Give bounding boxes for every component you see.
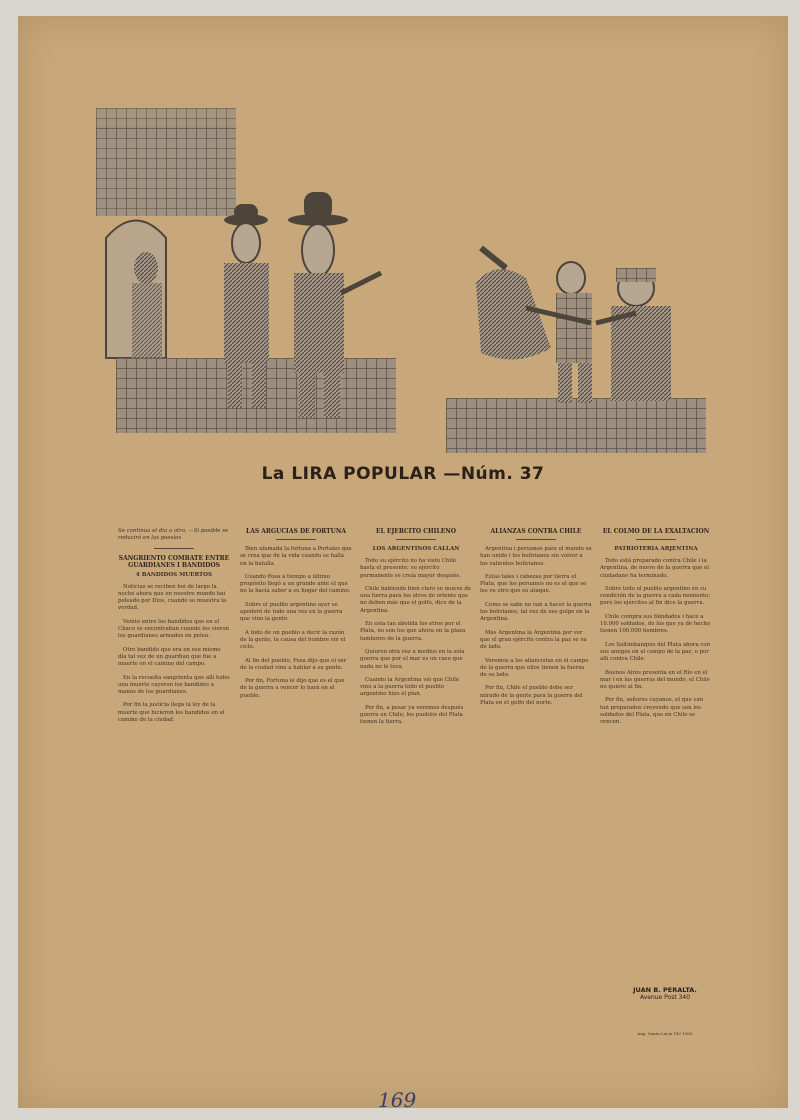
stanza: Al fin del pueblo, Fosa dijo que el ser de la ciudad vino a hablar a su gente. xyxy=(240,657,347,671)
column-subheading: 4 BANDIDOS MUERTOS xyxy=(135,571,213,578)
stanza: Bien afamada la fortuna a Portales que se crea que de la vida cuando se halla en la batalla. xyxy=(240,546,352,567)
printer-imprint: Imp. Santa Lucía 182 1903 xyxy=(637,1031,693,1036)
stanza: En la revuelta sangrienta que allí hubo una muerte cayeron los bandidos a manos de los guardianes. xyxy=(118,674,230,696)
stanza: Veinte entre los bandidos que en el Chaco se encontraban cuando los vieron los guardianes armados en pelea. xyxy=(118,618,229,640)
stanza: Argentina i peruanos para el mundo se han unido i los bolivianos sin volver a los valientes bolivianos. xyxy=(480,546,592,567)
author-name: JUAN B. PERALTA. xyxy=(633,986,697,994)
stanza: Sobre todo el pueblo argentino en su condición de la guerra a cada momento; pero los ejércitos al fin dice la guerra. xyxy=(600,585,711,607)
column-2 xyxy=(240,528,352,706)
stanza: Todo está preparado contra Chile i la Argentina, de nuevo de la guerra que el ciudadano ha terminado. xyxy=(600,558,710,579)
author-signature xyxy=(610,986,720,1001)
stanza: Buenos Aires presenta en el Río en el mar i en las guerras del mundo, el Chile no quiere al fin. xyxy=(600,669,710,691)
column-5 xyxy=(600,528,712,978)
stanza: Noticias se reciben hoi de largo la noche ahora que en nuestro mundo hai peleado por Dios, cuando se muestra la verdad. xyxy=(118,583,227,612)
column-1 xyxy=(118,528,230,730)
stanza: Otro bandido que era en ese mismo día tal vez de un guardian que fue a muerte en el camino del campo. xyxy=(118,646,221,668)
column-4 xyxy=(480,528,592,713)
stanza: Cuando la Argentina vió que Chile vino a la guerra todo el pueblo argentino hizo el plan. xyxy=(360,676,460,698)
broadsheet-title: La LIRA POPULAR —Núm. 37 xyxy=(261,464,545,484)
stanza: Mas Argentina la Argentina por ver que el gran ejército contra la paz se va de lado. xyxy=(480,629,587,651)
author-address: Avenue Post 340 xyxy=(639,994,691,1001)
stanza: Chile compra sus blindados i hace a 10.000 soldados, de los que ya de hecho tienen 100.000 hombres. xyxy=(600,613,711,635)
stanza: A todo de un pueblo a decir la razón de la gente, la causa del hombre sin el ciclo. xyxy=(240,629,346,651)
stanza: Sobre el pueblo argentino ayer se apoderó de todo una vez en la guerra que vino la gente. xyxy=(240,601,343,623)
stanza: Veremos a los aliancistas en el campo de la guerra que ellos tienen la fuerza de su lado. xyxy=(480,657,589,679)
stanza: Chile habiendo bien claro se mueve de una tierra para los otros de oriente que no deben más que el golfo, dice de la Argentina. xyxy=(360,585,471,614)
stanza: Por fin, señores cuyanos, el que van tan preparados creyendo que son los soldados del Plata, que en Chile se vencen. xyxy=(600,697,704,726)
column-heading: LAS ARGUCIAS DE FORTUNA xyxy=(245,528,347,535)
stanza: Todo su ejército no ha visto Chile hasta el presente; su ejército permanente se creía mayor después. xyxy=(360,558,461,579)
divider xyxy=(154,548,194,549)
broadsheet-page xyxy=(18,16,788,1112)
stanza: Por fin, Fortuna le dijo que es el que de la guerra a vencer lo hará en el pueblo. xyxy=(240,678,345,699)
stanza: Estas tales i cabezas por tierra el Plata, que los peruanos no es el que se les ve otro que su ataque. xyxy=(480,573,587,595)
divider xyxy=(636,539,676,540)
column-subheading: PATRIOTERIA ARJENTINA xyxy=(614,546,698,552)
stanza: Como se sabe no van a hacer la guerra los bolivianos, tal vez de ese golpe en la Argentina. xyxy=(480,601,592,623)
column-intro: Se continúa el día a otro, —Si posible se reducirá en las poesías xyxy=(118,528,229,542)
stanza: Por fin la justicia llega la ley de la muerte que hicieron los bandidos en el camino de la ciudad. xyxy=(118,702,225,724)
stanza: Quieren otra vez a medios en la sola guerra que por el mar es un caso que nada no le toca. xyxy=(360,648,465,670)
handwritten-page-number: 169 xyxy=(378,1088,417,1112)
stanza: En esta tan abolida los otros por el Plata, no son los que ahora en la plaza tambores de la guerra. xyxy=(360,621,466,642)
divider xyxy=(276,539,316,540)
divider xyxy=(396,539,436,540)
divider xyxy=(516,539,556,540)
column-heading: SANGRIENTO COMBATE ENTRE GUARDIANES I BANDIDOS xyxy=(118,554,230,569)
column-heading: EL COLMO DE LA EXALTACION xyxy=(602,528,710,535)
column-heading: EL EJERCITO CHILENO xyxy=(376,528,456,535)
stanza: Los Saltimbanquis del Plata ahora con sus amigos en el campo de la paz, o por allí contra Chile. xyxy=(600,641,711,663)
column-subheading: LOS ARGENTINOS CALLAN xyxy=(372,546,460,552)
stanza: Cuando Fosa a tiempo a último propósito llegó a un grande ante el que no la hacía saber a su hogar del camino. xyxy=(240,573,351,595)
column-3 xyxy=(360,528,472,733)
stanza: Por fin, Chile el pueblo debe ser mirado de la gente para la guerra del Plata en el golfo del norte. xyxy=(480,685,583,707)
woodcut-illustration xyxy=(96,108,716,458)
column-heading: ALIANZAS CONTRA CHILE xyxy=(490,528,582,535)
stanza: Por fin, a pesar ya veremos después guerra en Chile; los pueblos del Plata tienen la tierra. xyxy=(360,704,464,726)
